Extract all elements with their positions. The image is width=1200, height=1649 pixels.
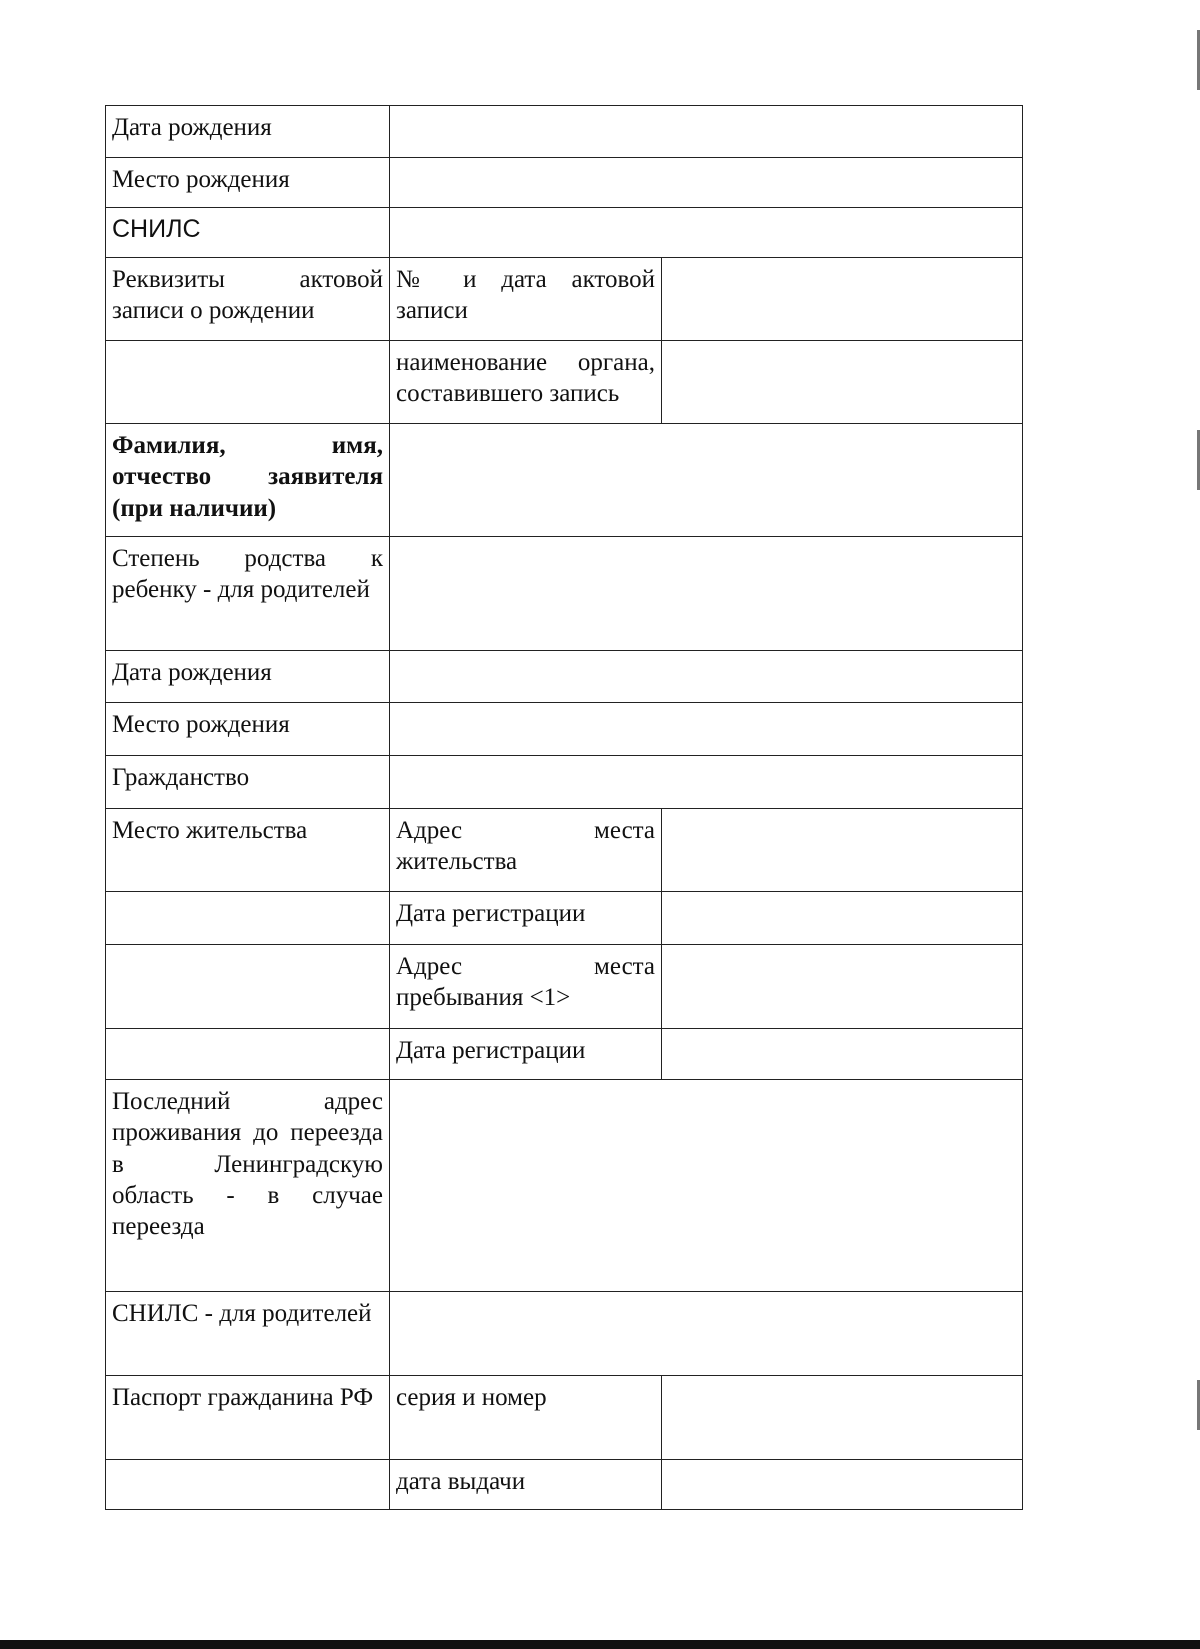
label-citizenship: Гражданство bbox=[106, 756, 390, 809]
table-row bbox=[106, 1029, 1023, 1080]
field-record-number-date[interactable] bbox=[662, 258, 1023, 341]
field-record-authority[interactable] bbox=[662, 341, 1023, 424]
label-snils-parents: СНИЛС - для родителей bbox=[106, 1292, 390, 1376]
empty-cell bbox=[106, 341, 390, 424]
label-residence-address: Адрес места жительства bbox=[390, 809, 662, 892]
application-form-table bbox=[105, 105, 1023, 1510]
field-applicant-birth-place[interactable] bbox=[390, 703, 1023, 756]
field-relation[interactable] bbox=[390, 537, 1023, 651]
table-row bbox=[106, 106, 1023, 158]
table-row bbox=[106, 258, 1023, 341]
table-row bbox=[106, 424, 1023, 537]
table-row bbox=[106, 809, 1023, 892]
field-applicant-full-name[interactable] bbox=[390, 424, 1023, 537]
label-child-birth-date: Дата рождения bbox=[106, 106, 390, 158]
label-passport: Паспорт гражданина РФ bbox=[106, 1376, 390, 1460]
field-passport-series-number[interactable] bbox=[662, 1376, 1023, 1460]
label-record-authority: наименование органа, составившего запись bbox=[390, 341, 662, 424]
label-registration-date: Дата регистрации bbox=[390, 892, 662, 945]
table-row bbox=[106, 945, 1023, 1029]
table-row bbox=[106, 703, 1023, 756]
table-row bbox=[106, 1460, 1023, 1510]
table-row bbox=[106, 341, 1023, 424]
field-passport-issue-date[interactable] bbox=[662, 1460, 1023, 1510]
label-birth-record: Реквизиты актовой записи о рождении bbox=[106, 258, 390, 341]
label-last-address: Последний адрес проживания до переезда в Ленинградскую область - в случае переезда bbox=[106, 1080, 390, 1292]
label-child-snils: СНИЛС bbox=[106, 208, 390, 258]
field-snils-parents[interactable] bbox=[390, 1292, 1023, 1376]
label-applicant-birth-place: Место рождения bbox=[106, 703, 390, 756]
field-registration-date[interactable] bbox=[662, 892, 1023, 945]
label-passport-issue-date: дата выдачи bbox=[390, 1460, 662, 1510]
table-row bbox=[106, 208, 1023, 258]
label-stay-address: Адрес места пребывания <1> bbox=[390, 945, 662, 1029]
label-stay-registration-date: Дата регистрации bbox=[390, 1029, 662, 1080]
table-row bbox=[106, 1292, 1023, 1376]
label-residence: Место жительства bbox=[106, 809, 390, 892]
label-passport-series-number: серия и номер bbox=[390, 1376, 662, 1460]
table-row bbox=[106, 537, 1023, 651]
empty-cell bbox=[106, 945, 390, 1029]
label-record-number-date: № и дата актовой записи bbox=[390, 258, 662, 341]
table-row bbox=[106, 892, 1023, 945]
field-child-birth-date[interactable] bbox=[390, 106, 1023, 158]
label-applicant-birth-date: Дата рождения bbox=[106, 651, 390, 703]
field-residence-address[interactable] bbox=[662, 809, 1023, 892]
empty-cell bbox=[106, 892, 390, 945]
field-last-address[interactable] bbox=[390, 1080, 1023, 1292]
label-relation: Степень родства к ребенку - для родителей bbox=[106, 537, 390, 651]
label-applicant-full-name: Фамилия, имя, отчество заявителя (при наличии) bbox=[106, 424, 390, 537]
field-child-snils[interactable] bbox=[390, 208, 1023, 258]
scan-bottom-edge bbox=[0, 1640, 1200, 1649]
table-row bbox=[106, 1376, 1023, 1460]
table-row bbox=[106, 1080, 1023, 1292]
empty-cell bbox=[106, 1460, 390, 1510]
table-row bbox=[106, 651, 1023, 703]
field-citizenship[interactable] bbox=[390, 756, 1023, 809]
field-child-birth-place[interactable] bbox=[390, 158, 1023, 208]
table-row bbox=[106, 756, 1023, 809]
field-stay-address[interactable] bbox=[662, 945, 1023, 1029]
table-row bbox=[106, 158, 1023, 208]
field-applicant-birth-date[interactable] bbox=[390, 651, 1023, 703]
field-stay-registration-date[interactable] bbox=[662, 1029, 1023, 1080]
label-child-birth-place: Место рождения bbox=[106, 158, 390, 208]
empty-cell bbox=[106, 1029, 390, 1080]
